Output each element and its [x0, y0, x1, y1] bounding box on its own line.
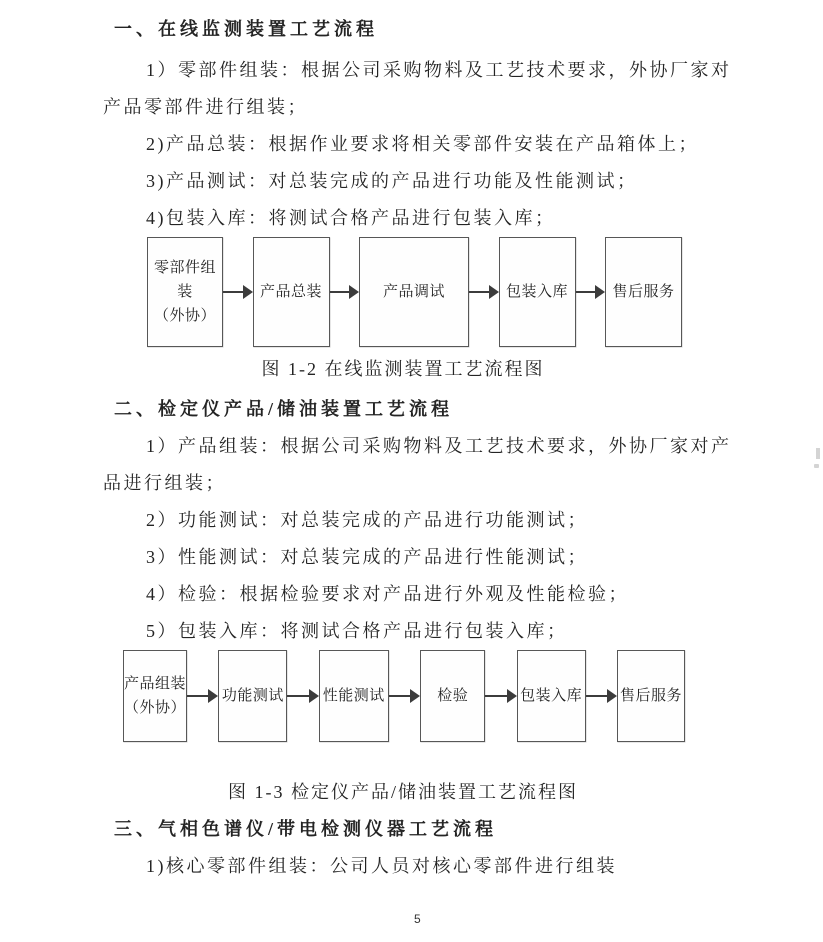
flow-step-box	[499, 237, 576, 347]
section-1-step-2: 2)产品总装：根据作业要求将相关零部件安装在产品箱体上；	[146, 134, 699, 154]
flow-arrow-icon	[576, 285, 606, 299]
flow-step-box	[319, 650, 389, 742]
figure-caption-1-3: 图 1-3 检定仪产品/储油装置工艺流程图	[228, 782, 578, 802]
scan-artifact	[814, 464, 819, 468]
flow-step-label: 性能测试	[322, 688, 385, 704]
section-2-step-1: 1）产品组装：根据公司采购物料及工艺技术要求，外协厂家对产品进行组装；	[103, 436, 732, 493]
flow-step-box	[218, 650, 287, 742]
flow-arrow-icon	[485, 689, 516, 703]
flow-step-label: 包装入库	[505, 284, 568, 300]
flow-step-box	[253, 237, 330, 347]
section-1-heading: 一、在线监测装置工艺流程	[114, 19, 378, 39]
flow-arrow-icon	[330, 285, 360, 299]
flow-step-box	[123, 650, 187, 742]
flow-step-label: 产品组装	[124, 676, 187, 692]
section-1-step-1: 1）零部件组装：根据公司采购物料及工艺技术要求，外协厂家对产品零部件进行组装；	[103, 60, 732, 117]
flow-step-label: 售后服务	[612, 284, 675, 300]
flow-arrow-icon	[469, 285, 499, 299]
section-2-heading: 二、检定仪产品/储油装置工艺流程	[114, 399, 453, 419]
flow-arrow-icon	[586, 689, 617, 703]
flow-step-label: （外协）	[153, 308, 216, 324]
flow-arrow-icon	[223, 285, 253, 299]
flow-step-label: 产品总装	[259, 284, 322, 300]
flow-step-box	[605, 237, 682, 347]
flow-step-label: 检验	[437, 688, 469, 704]
section-2-step-4: 4）检验：根据检验要求对产品进行外观及性能检验；	[146, 584, 629, 604]
section-3-heading: 三、气相色谱仪/带电检测仪器工艺流程	[114, 819, 497, 839]
flow-arrow-icon	[187, 689, 218, 703]
flow-step-box	[517, 650, 586, 742]
flow-step-label: 售后服务	[620, 688, 683, 704]
flow-step-label: 零部件组装	[153, 260, 216, 300]
section-1-step-3: 3)产品测试：对总装完成的产品进行功能及性能测试；	[146, 171, 638, 191]
flow-step-label: 包装入库	[520, 688, 583, 704]
flow-arrow-icon	[287, 689, 318, 703]
figure-caption-1-2: 图 1-2 在线监测装置工艺流程图	[261, 359, 545, 379]
flowchart-online-monitoring	[147, 237, 682, 347]
flow-step-box	[359, 237, 469, 347]
flow-step-label: 产品调试	[382, 284, 445, 300]
flow-step-box	[147, 237, 223, 347]
flow-step-box	[420, 650, 485, 742]
scan-artifact	[816, 448, 820, 459]
page-number: 5	[414, 912, 421, 926]
document-content	[103, 11, 743, 885]
flow-step-box	[617, 650, 685, 742]
section-3-step-1: 1)核心零部件组装：公司人员对核心零部件进行组装	[146, 856, 617, 876]
section-2-step-5: 5）包装入库：将测试合格产品进行包装入库；	[146, 621, 568, 641]
flow-arrow-icon	[389, 689, 420, 703]
section-2-step-2: 2）功能测试：对总装完成的产品进行功能测试；	[146, 510, 588, 530]
section-2-step-3: 3）性能测试：对总装完成的产品进行性能测试；	[146, 547, 588, 567]
flowchart-calibrator-oil-storage	[123, 650, 685, 742]
section-1-step-4: 4)包装入库：将测试合格产品进行包装入库；	[146, 208, 556, 228]
flow-step-label: （外协）	[124, 700, 187, 716]
flow-step-label: 功能测试	[221, 688, 284, 704]
